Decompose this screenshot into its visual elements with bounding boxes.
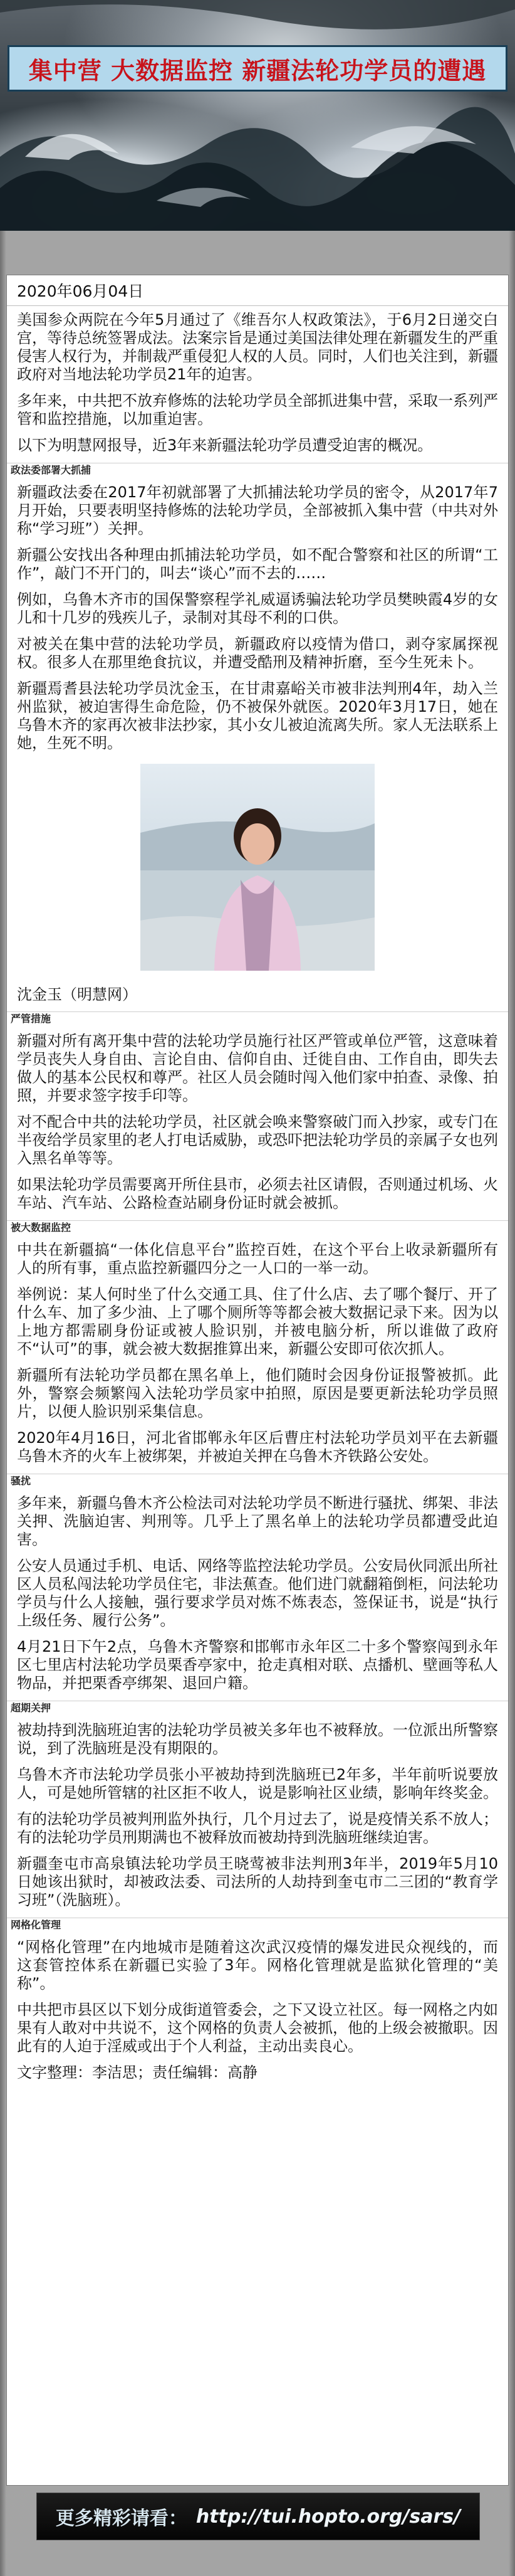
- body-paragraph: 如果法轮功学员需要离开所住县市，必须去社区请假，否则通过机场、火车站、汽车站、公路检查站刷身份证时就会被抓。: [17, 1176, 498, 1211]
- body-paragraph: 中共在新疆搞“一体化信息平台”监控百姓，在这个平台上收录新疆所有人的所有事，重点监控新疆四分之一人口的一举一动。: [17, 1241, 498, 1277]
- intro-paragraph: 多年来，中共把不放弃修炼的法轮功学员全部抓进集中营，采取一系列严管和监控措施，以加重迫害。: [17, 392, 498, 428]
- body-paragraph: “网格化管理”在内地城市是随着这次武汉疫情的爆发进民众视线的，而这套管控体系在新疆已实验了3年。网格化管理就是监狱化管理的“美称”。: [17, 1938, 498, 1992]
- body-paragraph: 被劫持到洗脑班迫害的法轮功学员被关多年也不被释放。一位派出所警察说，到了洗脑班是没有期限的。: [17, 1721, 498, 1757]
- section-heading: 骚扰: [7, 1474, 508, 1488]
- footer-label: 更多精彩请看：: [55, 2508, 187, 2530]
- section-heading: 超期关押: [7, 1701, 508, 1715]
- footer-link[interactable]: http://tui.hopto.org/sars/: [195, 2505, 461, 2528]
- body-paragraph: 公安人员通过手机、电话、网络等监控法轮功学员。公安局伙同派出所社区人员私闯法轮功学员住宅，非法蕉查。他们进门就翻箱倒柜，问法轮功学员与什么人接触，强行要求学员对炼不炼表态，签保证书，说是“执行上级任务、履行公务”。: [17, 1557, 498, 1629]
- article-date: 2020年06月04日: [7, 279, 508, 306]
- body-paragraph: 举例说：某人何时坐了什么交通工具、住了什么店、去了哪个餐厅、开了什么车、加了多少油、上了哪个厕所等等都会被大数据记录下来。因为以上地方都需刷身份证或被人脸识别，并被电脑分析，所以谁做了政府不“认可”的事，就会被大数据推算出来，新疆公安即可依次抓人。: [17, 1285, 498, 1358]
- body-paragraph: 对不配合中共的法轮功学员，社区就会唤来警察破门而入抄家，或专门在半夜给学员家里的老人打电话威胁，或恐吓把法轮功学员的亲属子女也列入黑名单等等。: [17, 1113, 498, 1167]
- intro-paragraph: 以下为明慧网报导，近3年来新疆法轮功学员遭受迫害的概况。: [17, 436, 433, 454]
- title-box: [8, 45, 507, 92]
- body-paragraph: 新疆对所有离开集中营的法轮功学员施行社区严管或单位严管，这意味着学员丧失人身自由、言论自由、信仰自由、迁徙自由、工作自由，即失去做人的基本公民权和尊严。社区人员会随时闯入他们家中拍查、录像、拍照，并要求签字按手印等。: [17, 1032, 498, 1104]
- section-heading: 被大数据监控: [7, 1220, 508, 1235]
- body-paragraph: 新疆奎屯市高泉镇法轮功学员王晓莺被非法判刑3年半，2019年5月10日她该出狱时，却被政法委、司法所的人劫持到奎屯市二三团的“教育学习班”（洗脑班）。: [17, 1855, 498, 1909]
- section-heading: 严管措施: [7, 1011, 508, 1026]
- body-paragraph: 多年来，新疆乌鲁木齐公检法司对法轮功学员不断进行骚扰、绑架、非法关押、洗脑迫害、判刑等。几乎上了黑名单上的法轮功学员都遭受此迫害。: [17, 1494, 498, 1548]
- body-paragraph: 新疆所有法轮功学员都在黑名单上，他们随时会因身份证报警被抓。此外，警察会频繁闯入法轮功学员家中拍照，原因是要更新法轮功学员照片，以便人脸识别采集信息。: [17, 1366, 498, 1420]
- body-paragraph: 有的法轮功学员被判刑监外执行，几个月过去了，说是疫情关系不放人；有的法轮功学员刑期满也不被释放而被劫持到洗脑班继续迫害。: [17, 1810, 498, 1846]
- intro-paragraph: 美国参众两院在今年5月通过了《维吾尔人权政策法》，于6月2日递交白宫，等待总统签署成法。法案宗旨是通过美国法律处理在新疆发生的严重侵害人权行为，并制裁严重侵犯人权的人员。同时，人们也关注到，新疆政府对当地法轮功学员21年的迫害。: [17, 311, 498, 383]
- body-paragraph: 新疆焉耆县法轮功学员沈金玉，在甘肃嘉峪关市被非法判刑4年，劫入兰州监狱，被迫害得生命危险，仍不被保外就医。2020年3月17日，她在乌鲁木齐的家再次被非法抄家，其小女儿被迫流离失所。家人无法联系上她，生死不明。: [17, 680, 498, 752]
- body-paragraph: 对被关在集中营的法轮功学员，新疆政府以疫情为借口，剥夺家属探视权。很多人在那里绝食抗议，并遭受酷刑及精神折磨，至今生死未卜。: [17, 635, 498, 671]
- editor-credit: 文字整理：李洁思；责任编辑：高静: [17, 2064, 258, 2081]
- body-paragraph: 新疆公安找出各种理由抓捕法轮功学员，如不配合警察和社区的所谓“工作”，敲门不开门的，叫去“谈心”而不去的……: [17, 546, 498, 582]
- stormy-sea-image: [0, 0, 515, 231]
- page-title: 集中营 大数据监控 新疆法轮功学员的遭遇: [28, 56, 487, 85]
- portrait-photo: [140, 764, 375, 971]
- article-body: [6, 275, 509, 2486]
- body-paragraph: 新疆政法委在2017年初就部署了大抓捕法轮功学员的密令，从2017年7月开始，只要表明坚持修炼的法轮功学员，全部被抓入集中营（中共对外称“学习班”）关押。: [17, 483, 498, 537]
- body-paragraph: 2020年4月16日，河北省邯郸永年区后曹庄村法轮功学员刘平在去新疆乌鲁木齐的火车上被绑架，并被迫关押在乌鲁木齐铁路公安处。: [17, 1429, 498, 1465]
- section-heading: 网格化管理: [7, 1918, 508, 1932]
- photo-container: [17, 764, 498, 973]
- footer-banner[interactable]: [36, 2493, 480, 2540]
- photo-caption: 沈金玉（明慧网）: [17, 986, 137, 1003]
- header-banner: [0, 0, 515, 231]
- body-paragraph: 中共把市县区以下划分成街道管委会，之下又设立社区。每一网格之内如果有人敢对中共说不，这个网格的负责人会被抓，他的上级会被撤职。因此有的人迫于淫威或出于个人利益，主动出卖良心。: [17, 2001, 498, 2055]
- section-heading: 政法委部署大抓捕: [7, 463, 508, 477]
- body-paragraph: 例如，乌鲁木齐市的国保警察程学礼威逼诱骗法轮功学员樊映霞4岁的女儿和十几岁的残疾儿子，录制对其母不利的口供。: [17, 591, 498, 626]
- body-paragraph: 乌鲁木齐市法轮功学员张小平被劫持到洗脑班已2年多，半年前听说要放人，可是她所管辖的社区拒不收人，说是影响社区业绩，影响年终奖金。: [17, 1766, 498, 1802]
- body-paragraph: 4月21日下午2点，乌鲁木齐警察和邯郸市永年区二十多个警察闯到永年区七里店村法轮功学员栗香亭家中，抢走真相对联、点播机、壁画等私人物品，并把栗香亭绑架、退回户籍。: [17, 1638, 498, 1692]
